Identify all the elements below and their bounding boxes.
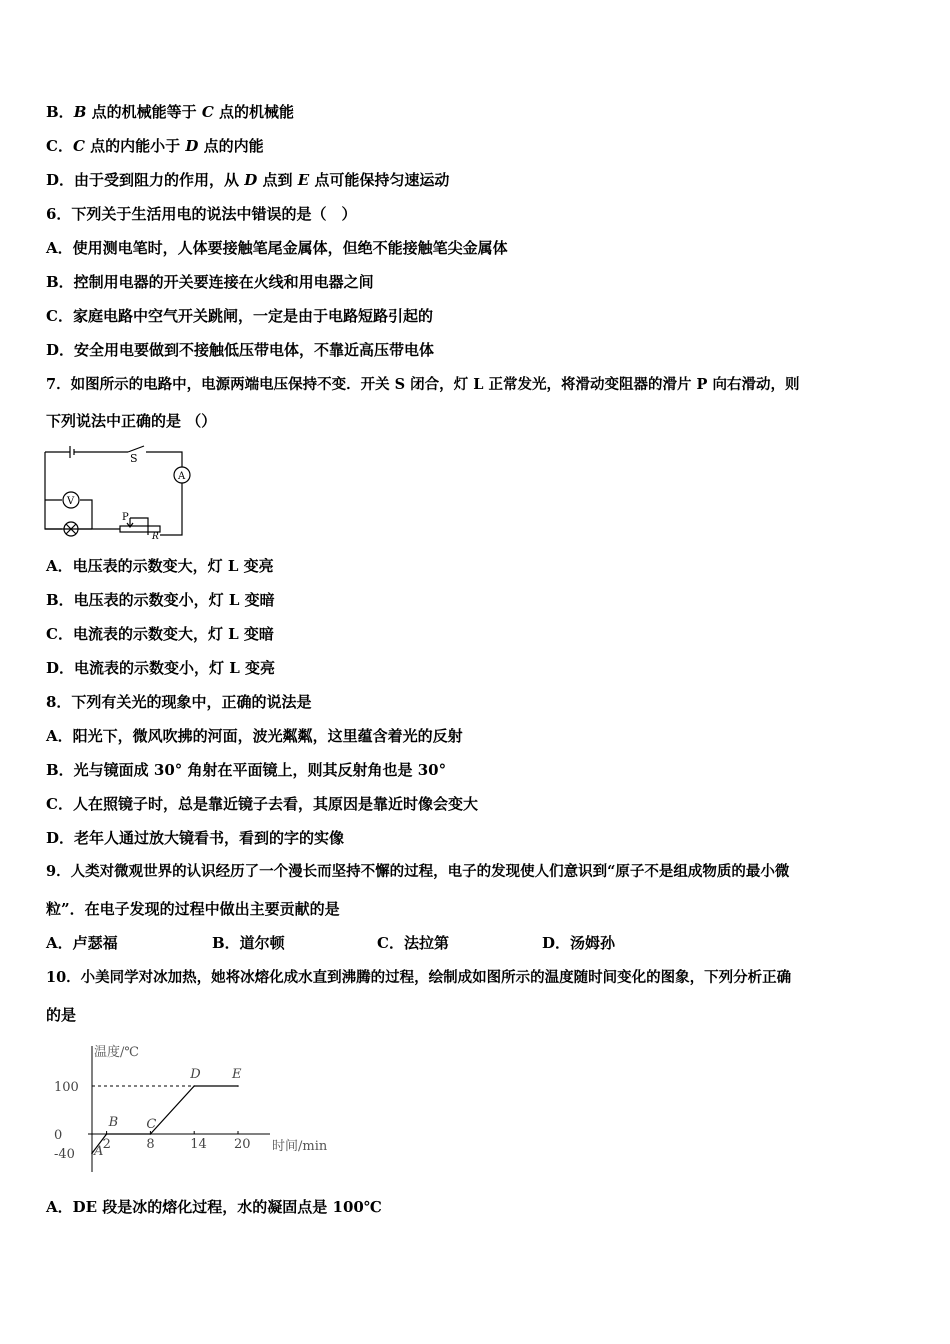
point-label-C: C bbox=[146, 1117, 157, 1132]
q8-option-b: B．光与镜面成 30° 角射在平面镜上，则其反射角也是 30° bbox=[46, 761, 447, 779]
ammeter-label: A bbox=[178, 471, 186, 482]
q9-option-d: D．汤姆孙 bbox=[542, 934, 616, 952]
data-point-E bbox=[237, 1085, 239, 1087]
x-tick-label-8: 8 bbox=[146, 1137, 155, 1152]
temperature-time-chart bbox=[50, 1038, 330, 1178]
q5-option-d: D．由于受到阻力的作用，从 D 点到 E 点可能保持匀速运动 bbox=[46, 171, 450, 189]
y-tick-label-100: 100 bbox=[54, 1080, 79, 1095]
q6-option-d: D．安全用电要做到不接触低压带电体，不靠近高压带电体 bbox=[46, 341, 435, 359]
y-axis-label: 温度/℃ bbox=[94, 1045, 139, 1060]
y-tick-label--40: -40 bbox=[54, 1147, 75, 1163]
q8-stem: 8．下列有关光的现象中，正确的说法是 bbox=[46, 693, 312, 711]
q6-option-a: A．使用测电笔时，人体要接触笔尾金属体，但绝不能接触笔尖金属体 bbox=[46, 239, 508, 257]
point-label-A: A bbox=[94, 1144, 104, 1160]
resistor-label: R bbox=[152, 532, 159, 540]
q8-option-c: C．人在照镜子时，总是靠近镜子去看，其原因是靠近时像会变大 bbox=[46, 795, 478, 813]
x-tick-label-20: 20 bbox=[234, 1137, 251, 1152]
q6-stem: 6．下列关于生活用电的说法中错误的是（ ） bbox=[46, 205, 357, 223]
q10-stem-line2: 的是 bbox=[46, 1006, 77, 1024]
x-tick-label-2: 2 bbox=[102, 1137, 111, 1152]
y-tick-label-0: 0 bbox=[54, 1128, 63, 1143]
q9-option-a: A．卢瑟福 bbox=[46, 934, 118, 952]
q7-option-c: C．电流表的示数变大，灯 L 变暗 bbox=[46, 625, 274, 643]
voltmeter-label: V bbox=[67, 496, 75, 507]
data-point-A bbox=[91, 1152, 93, 1154]
x-tick-label-14: 14 bbox=[190, 1137, 207, 1152]
q7-option-d: D．电流表的示数变小，灯 L 变亮 bbox=[46, 659, 276, 677]
q8-option-a: A．阳光下，微风吹拂的河面，波光粼粼，这里蕴含着光的反射 bbox=[46, 727, 463, 745]
point-label-D: D bbox=[190, 1067, 201, 1082]
q10-stem-line1: 10．小美同学对冰加热，她将冰熔化成水直到沸腾的过程，绘制成如图所示的温度随时间变化的图象，下列分析正确 bbox=[46, 969, 792, 986]
q8-option-d: D．老年人通过放大镜看书，看到的字的实像 bbox=[46, 829, 345, 847]
data-point-D bbox=[193, 1085, 195, 1087]
point-label-E: E bbox=[232, 1067, 242, 1082]
q7-stem-line1: 7．如图所示的电路中，电源两端电压保持不变．开关 S 闭合，灯 L 正常发光，将滑动变阻器的滑片 P 向右滑动，则 bbox=[46, 376, 800, 393]
data-point-C bbox=[150, 1133, 152, 1135]
q10-option-a: A．DE 段是冰的熔化过程，水的凝固点是 100℃ bbox=[46, 1198, 382, 1216]
circuit-diagram bbox=[40, 440, 200, 540]
q9-option-c: C．法拉第 bbox=[377, 934, 449, 952]
q7-option-a: A．电压表的示数变大，灯 L 变亮 bbox=[46, 557, 274, 575]
q5-option-b: B．B 点的机械能等于 C 点的机械能 bbox=[46, 103, 295, 121]
q6-option-c: C．家庭电路中空气开关跳闸，一定是由于电路短路引起的 bbox=[46, 307, 433, 325]
x-axis-label: 时间/min bbox=[272, 1139, 328, 1154]
q7-stem-line2: 下列说法中正确的是 （） bbox=[46, 412, 217, 430]
q9-stem-line1: 9．人类对微观世界的认识经历了一个漫长而坚持不懈的过程，电子的发现使人们意识到“原子不是组成物质的最小微 bbox=[46, 863, 790, 880]
q9-stem-line2: 粒”．在电子发现的过程中做出主要贡献的是 bbox=[46, 900, 340, 918]
point-label-B: B bbox=[108, 1115, 119, 1130]
slider-label: P bbox=[122, 512, 129, 523]
q6-option-b: B．控制用电器的开关要连接在火线和用电器之间 bbox=[46, 273, 374, 291]
q7-option-b: B．电压表的示数变小，灯 L 变暗 bbox=[46, 591, 275, 609]
data-point-B bbox=[106, 1133, 108, 1135]
q5-option-c: C．C 点的内能小于 D 点的内能 bbox=[46, 137, 264, 155]
q9-option-b: B．道尔顿 bbox=[212, 934, 285, 952]
switch-label: S bbox=[130, 452, 138, 465]
